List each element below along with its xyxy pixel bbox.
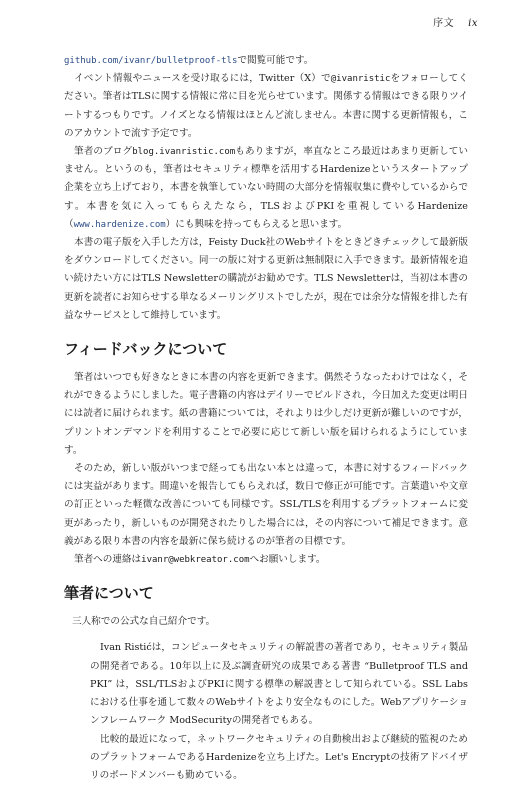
section-name: 序文 (433, 18, 454, 29)
paragraph-feedback-1: 筆者はいつでも好きなときに本書の内容を更新できます。偶然そうなったわけではなく，それができるようにしました。電子書籍の内容はデイリーでビルドされ，今日加えた変更は明日には読者に届けられます。紙の書籍については，それよりは少しだけ更新が難しいのですが，プリントオンデマンドを利用することで必要に応じて新しい版を届けられるようにしています。 (64, 369, 468, 460)
paragraph-blog: 筆者のブログblog.ivanristic.comもありますが，率直なところ最近はあまり更新していません。というのも，筆者はセキュリティ標準を活用するHardenizeというスタートアップ企業を立ち上げており，本書を執筆していない時間の大部分を情報収集に費やしているからです。本書を気に入ってもらえたなら，TLSおよびPKIを重視しているHardenize（www.hardenize.com）にも興味を持ってもらえると思います。 (64, 143, 468, 234)
repo-link[interactable]: github.com/ivanr/bulletproof-tls (64, 56, 237, 66)
twitter-handle: @ivanristic (331, 74, 391, 84)
blog-link[interactable]: blog.ivanristic.com (132, 147, 235, 157)
page-content (64, 52, 468, 785)
hardenize-link[interactable]: www.hardenize.com (74, 220, 166, 230)
author-intro: 三人称での公式な自己紹介です。 (72, 613, 468, 631)
paragraph-repo: github.com/ivanr/bulletproof-tlsで閲覧可能です。 (64, 52, 468, 70)
paragraph-ebook: 本書の電子版を入手した方は，Feisty Duck社のWebサイトをときどきチェックして最新版をダウンロードしてください。同一の版に対する更新は無制限に入手できます。最新情報を追い続けたい方にはTLS Newsletterの購読がお勧めです。TLS Newsletterは，当初は本書の更新を読者にお知らせする単なるメーリングリストでしたが，現在では余分な情報を排した有益なサービスとして維持しています。 (64, 234, 468, 325)
heading-feedback: フィードバックについて (64, 339, 468, 359)
email-link[interactable]: ivanr@webkreator.com (141, 555, 249, 565)
paragraph-contact: 筆者への連絡はivanr@webkreator.comへお願いします。 (64, 551, 468, 569)
running-header (433, 14, 478, 29)
paragraph-twitter: イベント情報やニュースを受け取るには，Twitter（X）で@ivanristicをフォローしてください。筆者はTLSに関する情報に常に目を光らせています。関係する情報はできる限りツイートするつもりです。ノイズとなる情報はほとんど流しません。本書に関する更新情報も，このアカウントで流す予定です。 (64, 70, 468, 143)
page-number: ix (468, 18, 478, 29)
heading-author: 筆者について (64, 583, 468, 603)
author-bio-2: 比較的最近になって，ネットワークセキュリティの自動検出および継続的監視のためのプラットフォームであるHardenizeを立ち上げた。Let's Encryptの技術アドバイザリのボードメンバーも勤めている。 (90, 731, 468, 785)
author-bio-1: Ivan Ristićは，コンピュータセキュリティの解説書の著者であり，セキュリティ製品の開発者である。10年以上に及ぶ調査研究の成果である著書 “Bulletproof TLS and PKI” は，SSL/TLSおよびPKIに関する標準の解説書として知られている。SSL Labsにおける仕事を通して数々のWebサイトをより安全なものにした。Webアプリケーションフレームワーク ModSecurityの開発者でもある。 (90, 639, 468, 730)
paragraph-feedback-2: そのため，新しい版がいつまで経っても出ない本とは違って，本書に対するフィードバックには実益があります。間違いを報告してもらえれば，数日で修正が可能です。言葉遣いや文章の訂正といった軽微な改善についても同様です。SSL/TLSを利用するプラットフォームに変更があったり，新しいものが開発されたりした場合には，その内容について補足できます。意義がある限り本書の内容を最新に保ち続けるのが筆者の目標です。 (64, 460, 468, 551)
